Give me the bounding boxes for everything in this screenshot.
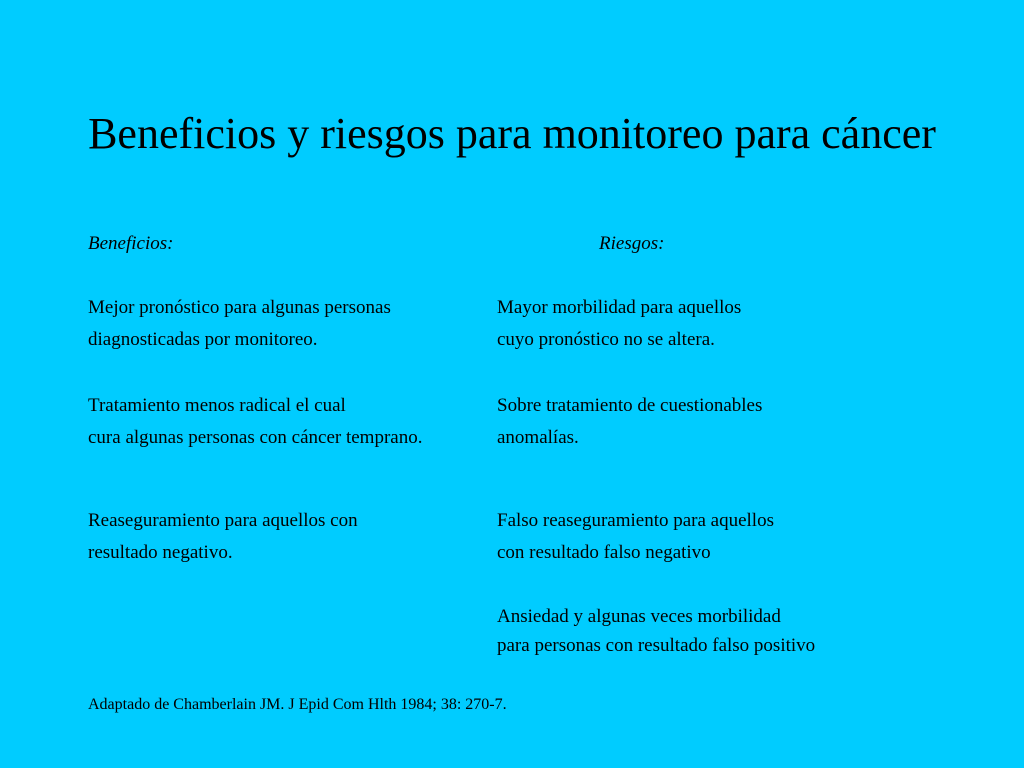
slide-title: Beneficios y riesgos para monitoreo para cáncer <box>88 109 936 158</box>
risk-2-line-1: Sobre tratamiento de cuestionables <box>497 395 763 416</box>
benefits-header: Beneficios: <box>88 233 174 254</box>
risk-3-line-2: con resultado falso negativo <box>497 542 711 563</box>
risk-3-line-1: Falso reaseguramiento para aquellos <box>497 510 774 531</box>
benefit-1-line-1: Mejor pronóstico para algunas personas <box>88 297 391 318</box>
risk-2-line-2: anomalías. <box>497 427 579 448</box>
risk-4-line-1: Ansiedad y algunas veces morbilidad <box>497 606 781 627</box>
benefit-3-line-1: Reaseguramiento para aquellos con <box>88 510 358 531</box>
risk-4-line-2: para personas con resultado falso positivo <box>497 635 816 656</box>
benefit-2-line-1: Tratamiento menos radical el cual <box>88 395 346 416</box>
benefit-2-line-2: cura algunas personas con cáncer temprano. <box>88 427 423 448</box>
benefit-1-line-2: diagnosticadas por monitoreo. <box>88 329 318 350</box>
citation: Adaptado de Chamberlain JM. J Epid Com Hlth 1984; 38: 270-7. <box>88 696 507 713</box>
benefit-3-line-2: resultado negativo. <box>88 542 233 563</box>
risk-1-line-1: Mayor morbilidad para aquellos <box>497 297 742 318</box>
risks-header: Riesgos: <box>599 233 665 254</box>
risk-1-line-2: cuyo pronóstico no se altera. <box>497 329 715 350</box>
